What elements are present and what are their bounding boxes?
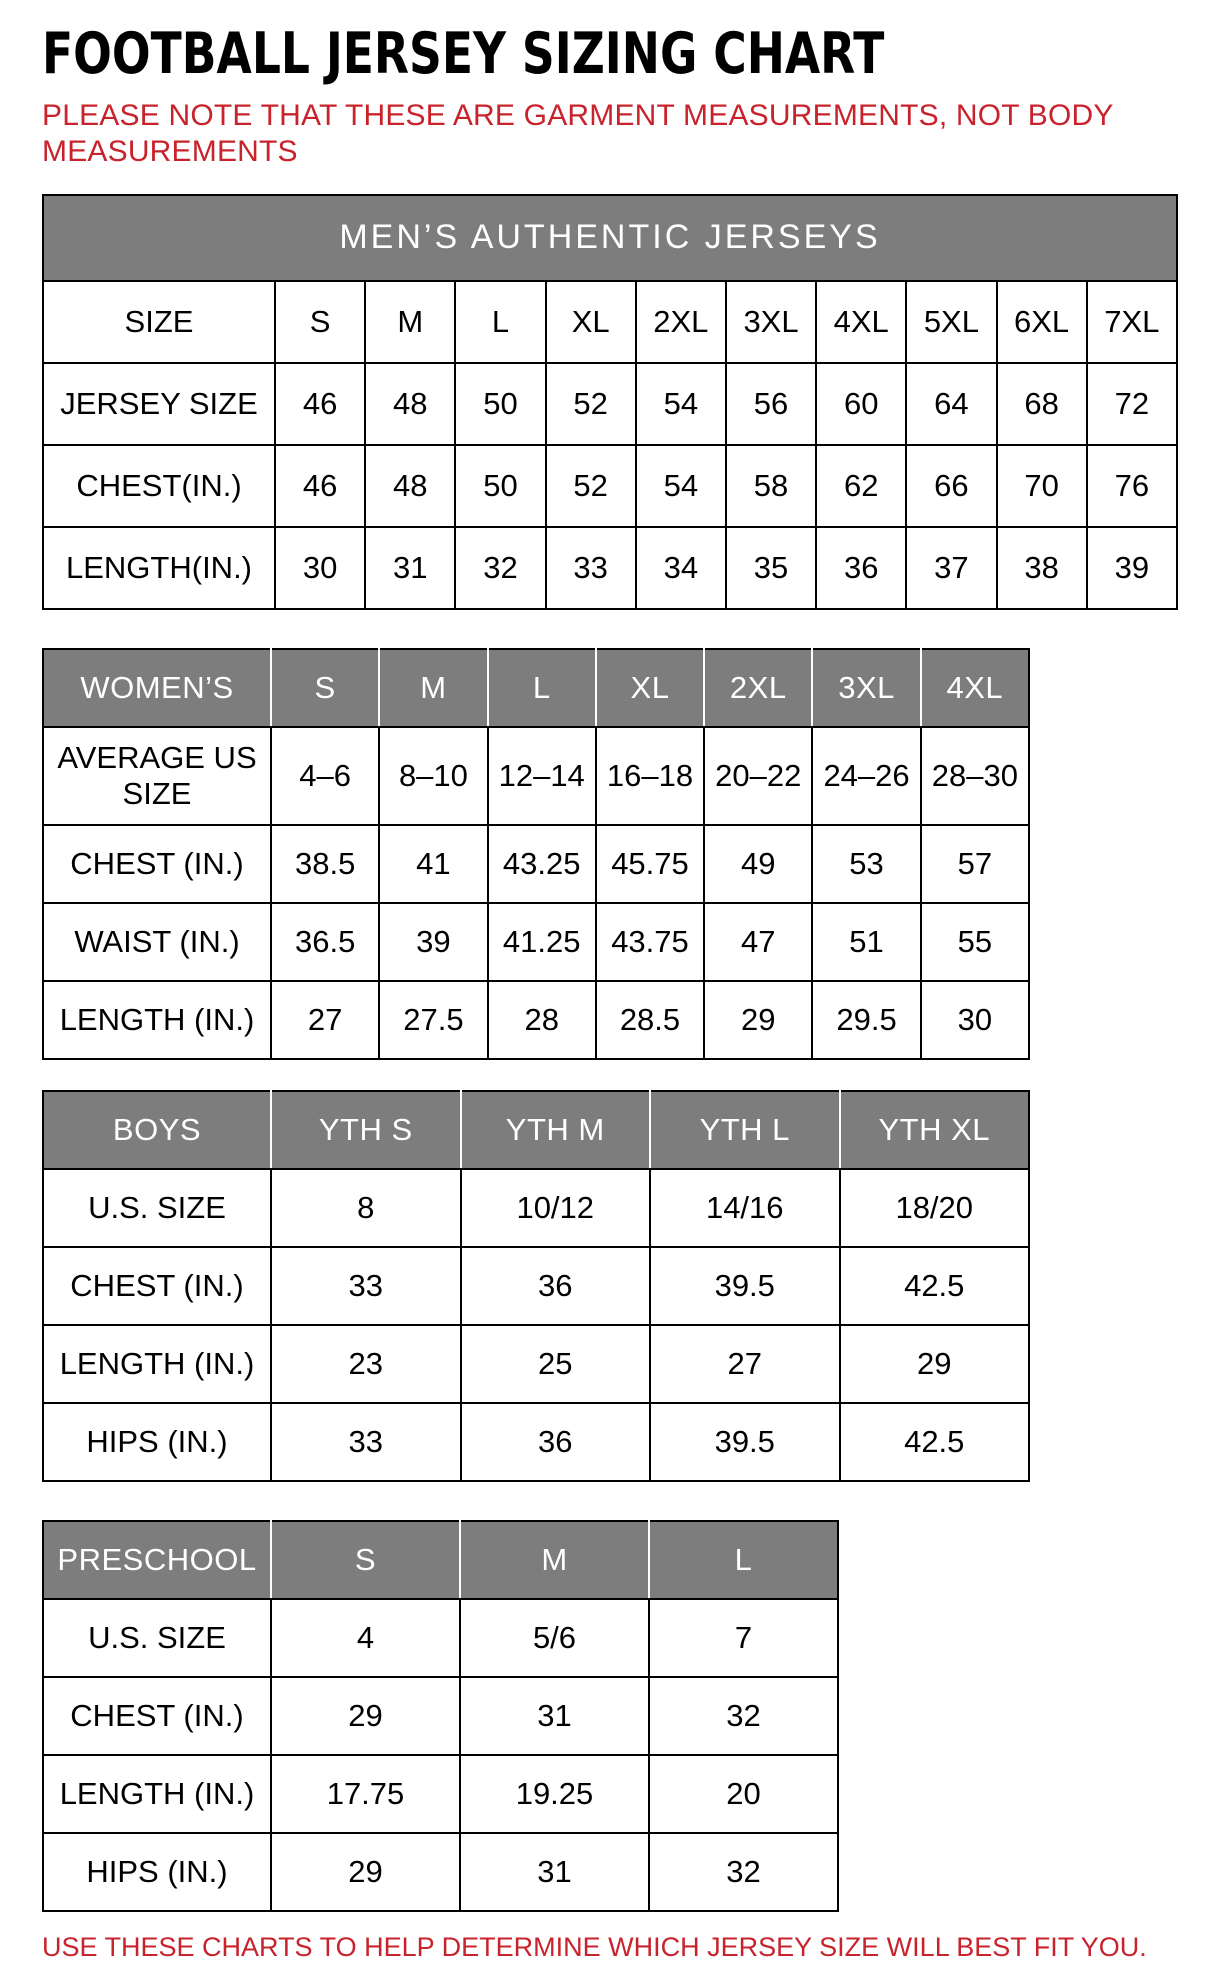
- mens-label-length-in: LENGTH(IN.): [43, 527, 275, 609]
- preschool-cell-u-s-size-0: 4: [271, 1599, 460, 1677]
- mens-cell-chest-in-2: 50: [455, 445, 545, 527]
- preschool-label-hips-in: HIPS (IN.): [43, 1833, 271, 1911]
- mens-cell-size-3: XL: [546, 281, 636, 363]
- preschool-cell-length-in-1: 19.25: [460, 1755, 649, 1833]
- boys-cell-length-in-3: 29: [840, 1325, 1030, 1403]
- womens-cell-average-us-size-4: 20–22: [704, 727, 812, 825]
- mens-cell-length-in-1: 31: [365, 527, 455, 609]
- womens-size-column-4xl: 4XL: [921, 649, 1029, 727]
- boys-cell-hips-in-1: 36: [461, 1403, 651, 1481]
- mens-cell-size-5: 3XL: [726, 281, 816, 363]
- womens-cell-length-in-3: 28.5: [596, 981, 704, 1059]
- boys-cell-chest-in-1: 36: [461, 1247, 651, 1325]
- mens-cell-jersey-size-6: 60: [816, 363, 906, 445]
- boys-cell-u-s-size-2: 14/16: [650, 1169, 840, 1247]
- boys-size-column-yth-m: YTH M: [461, 1091, 651, 1169]
- preschool-row-length-in: [43, 1755, 838, 1833]
- womens-label-waist-in: WAIST (IN.): [43, 903, 271, 981]
- preschool-cell-length-in-0: 17.75: [271, 1755, 460, 1833]
- mens-cell-chest-in-5: 58: [726, 445, 816, 527]
- mens-cell-length-in-8: 38: [997, 527, 1087, 609]
- boys-size-column-yth-xl: YTH XL: [840, 1091, 1030, 1169]
- preschool-header-label: PRESCHOOL: [43, 1521, 271, 1599]
- preschool-table: [42, 1520, 839, 1912]
- womens-size-column-s: S: [271, 649, 379, 727]
- preschool-cell-chest-in-0: 29: [271, 1677, 460, 1755]
- mens-cell-jersey-size-2: 50: [455, 363, 545, 445]
- mens-row-size: [43, 281, 1177, 363]
- boys-size-column-yth-s: YTH S: [271, 1091, 461, 1169]
- mens-cell-size-1: M: [365, 281, 455, 363]
- fit-advice-footer: USE THESE CHARTS TO HELP DETERMINE WHICH JERSEY SIZE WILL BEST FIT YOU.: [42, 1931, 1147, 1962]
- preschool-cell-u-s-size-1: 5/6: [460, 1599, 649, 1677]
- boys-cell-hips-in-3: 42.5: [840, 1403, 1030, 1481]
- womens-label-length-in: LENGTH (IN.): [43, 981, 271, 1059]
- preschool-cell-hips-in-0: 29: [271, 1833, 460, 1911]
- womens-cell-waist-in-5: 51: [812, 903, 920, 981]
- mens-cell-chest-in-9: 76: [1087, 445, 1177, 527]
- mens-title-row: [43, 195, 1177, 281]
- womens-cell-length-in-5: 29.5: [812, 981, 920, 1059]
- mens-cell-size-4: 2XL: [636, 281, 726, 363]
- mens-cell-chest-in-3: 52: [546, 445, 636, 527]
- womens-cell-average-us-size-5: 24–26: [812, 727, 920, 825]
- womens-size-column-3xl: 3XL: [812, 649, 920, 727]
- womens-size-column-2xl: 2XL: [704, 649, 812, 727]
- mens-cell-length-in-5: 35: [726, 527, 816, 609]
- womens-cell-chest-in-5: 53: [812, 825, 920, 903]
- boys-size-column-yth-l: YTH L: [650, 1091, 840, 1169]
- boys-row-length-in: [43, 1325, 1029, 1403]
- boys-cell-length-in-1: 25: [461, 1325, 651, 1403]
- mens-row-length-in: [43, 527, 1177, 609]
- womens-size-column-m: M: [379, 649, 487, 727]
- womens-cell-chest-in-6: 57: [921, 825, 1029, 903]
- mens-row-chest-in: [43, 445, 1177, 527]
- womens-cell-waist-in-2: 41.25: [488, 903, 596, 981]
- womens-label-average-us-size: AVERAGE US SIZE: [43, 727, 271, 825]
- preschool-header-row: [43, 1521, 838, 1599]
- boys-table: [42, 1090, 1030, 1482]
- mens-cell-chest-in-6: 62: [816, 445, 906, 527]
- womens-size-column-xl: XL: [596, 649, 704, 727]
- boys-label-u-s-size: U.S. SIZE: [43, 1169, 271, 1247]
- womens-header-label: WOMEN’S: [43, 649, 271, 727]
- preschool-size-column-s: S: [271, 1521, 460, 1599]
- womens-cell-average-us-size-6: 28–30: [921, 727, 1029, 825]
- page-title: FOOTBALL JERSEY SIZING CHART: [42, 21, 885, 87]
- womens-cell-waist-in-1: 39: [379, 903, 487, 981]
- womens-cell-waist-in-4: 47: [704, 903, 812, 981]
- womens-cell-waist-in-6: 55: [921, 903, 1029, 981]
- boys-row-u-s-size: [43, 1169, 1029, 1247]
- womens-cell-chest-in-1: 41: [379, 825, 487, 903]
- womens-row-waist-in: [43, 903, 1029, 981]
- womens-cell-waist-in-3: 43.75: [596, 903, 704, 981]
- boys-row-hips-in: [43, 1403, 1029, 1481]
- womens-cell-average-us-size-3: 16–18: [596, 727, 704, 825]
- womens-label-chest-in: CHEST (IN.): [43, 825, 271, 903]
- boys-label-hips-in: HIPS (IN.): [43, 1403, 271, 1481]
- boys-cell-hips-in-2: 39.5: [650, 1403, 840, 1481]
- sizing-chart-page: [42, 21, 1178, 1963]
- mens-row-jersey-size: [43, 363, 1177, 445]
- mens-table-title: MEN’S AUTHENTIC JERSEYS: [43, 195, 1177, 281]
- boys-label-length-in: LENGTH (IN.): [43, 1325, 271, 1403]
- womens-cell-length-in-6: 30: [921, 981, 1029, 1059]
- boys-cell-chest-in-3: 42.5: [840, 1247, 1030, 1325]
- mens-cell-chest-in-4: 54: [636, 445, 726, 527]
- womens-cell-average-us-size-1: 8–10: [379, 727, 487, 825]
- mens-label-size: SIZE: [43, 281, 275, 363]
- mens-cell-jersey-size-8: 68: [997, 363, 1087, 445]
- womens-cell-chest-in-3: 45.75: [596, 825, 704, 903]
- boys-cell-hips-in-0: 33: [271, 1403, 461, 1481]
- boys-cell-u-s-size-3: 18/20: [840, 1169, 1030, 1247]
- mens-cell-length-in-6: 36: [816, 527, 906, 609]
- boys-cell-chest-in-2: 39.5: [650, 1247, 840, 1325]
- womens-cell-length-in-4: 29: [704, 981, 812, 1059]
- womens-row-length-in: [43, 981, 1029, 1059]
- womens-row-average-us-size: [43, 727, 1029, 825]
- mens-cell-chest-in-8: 70: [997, 445, 1087, 527]
- boys-cell-length-in-0: 23: [271, 1325, 461, 1403]
- preschool-label-length-in: LENGTH (IN.): [43, 1755, 271, 1833]
- preschool-size-column-l: L: [649, 1521, 838, 1599]
- mens-cell-size-9: 7XL: [1087, 281, 1177, 363]
- boys-cell-chest-in-0: 33: [271, 1247, 461, 1325]
- womens-cell-length-in-1: 27.5: [379, 981, 487, 1059]
- mens-label-chest-in: CHEST(IN.): [43, 445, 275, 527]
- mens-cell-length-in-3: 33: [546, 527, 636, 609]
- mens-label-jersey-size: JERSEY SIZE: [43, 363, 275, 445]
- preschool-label-chest-in: CHEST (IN.): [43, 1677, 271, 1755]
- mens-cell-size-2: L: [455, 281, 545, 363]
- mens-cell-chest-in-1: 48: [365, 445, 455, 527]
- womens-cell-length-in-2: 28: [488, 981, 596, 1059]
- mens-authentic-jerseys-table: [42, 194, 1178, 610]
- womens-cell-chest-in-2: 43.25: [488, 825, 596, 903]
- mens-cell-jersey-size-7: 64: [906, 363, 996, 445]
- preschool-cell-length-in-2: 20: [649, 1755, 838, 1833]
- boys-header-row: [43, 1091, 1029, 1169]
- boys-cell-u-s-size-0: 8: [271, 1169, 461, 1247]
- womens-header-row: [43, 649, 1029, 727]
- womens-row-chest-in: [43, 825, 1029, 903]
- mens-cell-length-in-0: 30: [275, 527, 365, 609]
- womens-cell-length-in-0: 27: [271, 981, 379, 1059]
- boys-header-label: BOYS: [43, 1091, 271, 1169]
- mens-cell-size-6: 4XL: [816, 281, 906, 363]
- mens-cell-length-in-4: 34: [636, 527, 726, 609]
- mens-cell-jersey-size-0: 46: [275, 363, 365, 445]
- mens-cell-jersey-size-9: 72: [1087, 363, 1177, 445]
- mens-cell-size-8: 6XL: [997, 281, 1087, 363]
- womens-table: [42, 648, 1030, 1060]
- womens-cell-average-us-size-2: 12–14: [488, 727, 596, 825]
- garment-measurements-note: PLEASE NOTE THAT THESE ARE GARMENT MEASUREMENTS, NOT BODY MEASUREMENTS: [42, 98, 1114, 168]
- mens-cell-jersey-size-5: 56: [726, 363, 816, 445]
- mens-cell-jersey-size-1: 48: [365, 363, 455, 445]
- mens-cell-length-in-2: 32: [455, 527, 545, 609]
- womens-cell-waist-in-0: 36.5: [271, 903, 379, 981]
- womens-cell-chest-in-4: 49: [704, 825, 812, 903]
- preschool-size-column-m: M: [460, 1521, 649, 1599]
- preschool-cell-chest-in-2: 32: [649, 1677, 838, 1755]
- preschool-row-u-s-size: [43, 1599, 838, 1677]
- preschool-label-u-s-size: U.S. SIZE: [43, 1599, 271, 1677]
- mens-cell-chest-in-7: 66: [906, 445, 996, 527]
- mens-cell-jersey-size-3: 52: [546, 363, 636, 445]
- preschool-cell-chest-in-1: 31: [460, 1677, 649, 1755]
- mens-cell-jersey-size-4: 54: [636, 363, 726, 445]
- preschool-cell-u-s-size-2: 7: [649, 1599, 838, 1677]
- mens-cell-size-7: 5XL: [906, 281, 996, 363]
- boys-cell-u-s-size-1: 10/12: [461, 1169, 651, 1247]
- boys-label-chest-in: CHEST (IN.): [43, 1247, 271, 1325]
- preschool-row-chest-in: [43, 1677, 838, 1755]
- preschool-row-hips-in: [43, 1833, 838, 1911]
- mens-cell-size-0: S: [275, 281, 365, 363]
- mens-cell-length-in-7: 37: [906, 527, 996, 609]
- boys-cell-length-in-2: 27: [650, 1325, 840, 1403]
- womens-cell-chest-in-0: 38.5: [271, 825, 379, 903]
- preschool-cell-hips-in-2: 32: [649, 1833, 838, 1911]
- mens-cell-chest-in-0: 46: [275, 445, 365, 527]
- boys-row-chest-in: [43, 1247, 1029, 1325]
- womens-cell-average-us-size-0: 4–6: [271, 727, 379, 825]
- preschool-cell-hips-in-1: 31: [460, 1833, 649, 1911]
- mens-cell-length-in-9: 39: [1087, 527, 1177, 609]
- womens-size-column-l: L: [488, 649, 596, 727]
